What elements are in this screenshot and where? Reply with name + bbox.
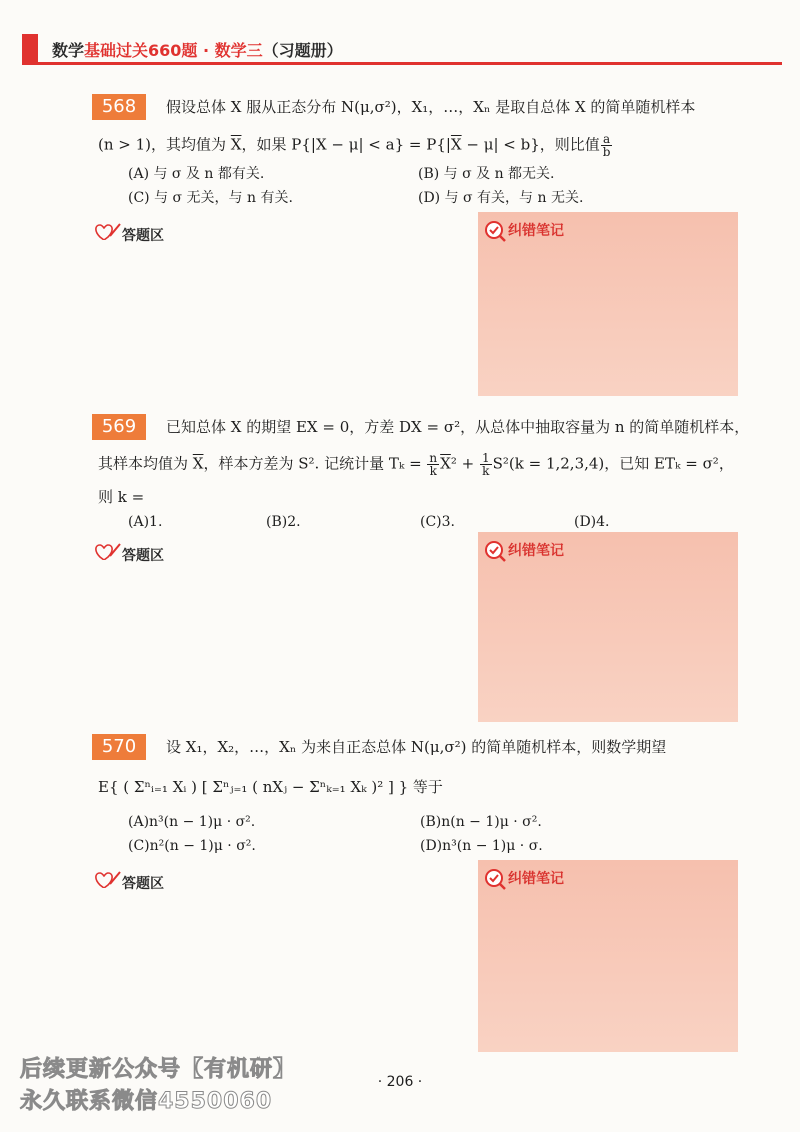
heart-pen-icon bbox=[94, 222, 122, 240]
question-569-line1: 已知总体 X 的期望 EX = 0，方差 DX = σ²，从总体中抽取容量为 n 的简单随机样本， bbox=[166, 418, 750, 436]
answer-area-568: 答题区 bbox=[94, 222, 164, 245]
page-header bbox=[22, 34, 782, 64]
fraction-a-over-b: $\frac{a}{b}$ bbox=[602, 132, 611, 159]
question-569-line2: 其样本均值为 $\overline{X}$，样本方差为 S². 记统计量 Tₖ = $\frac{n}{k}$ $\overline{X}^2$ + $\frac{1}{k}$ S²(k = 1,2,3,4)，已知 ETₖ = σ²， bbox=[98, 451, 734, 478]
option-569-b: (B)2. bbox=[266, 514, 301, 530]
magnifier-check-icon bbox=[484, 220, 506, 242]
watermark-line1: 后续更新公众号【有机研】 bbox=[20, 1057, 297, 1082]
option-569-d: (D)4. bbox=[574, 514, 610, 530]
question-number-569: 569 bbox=[92, 414, 146, 440]
option-570-a: (A)n³(n − 1)μ · σ². bbox=[128, 814, 256, 830]
page-number: · 206 · bbox=[377, 1074, 423, 1090]
question-570-line1: 设 X₁，X₂，…，Xₙ 为来自正态总体 N(μ,σ²) 的简单随机样本，则数学期望 bbox=[166, 738, 667, 756]
option-568-d: (D) 与 σ 有关，与 n 无关. bbox=[418, 190, 584, 206]
fraction-1-over-k: $\frac{1}{k}$ bbox=[481, 451, 490, 478]
heart-pen-icon bbox=[94, 870, 122, 888]
question-568-line1: 假设总体 X 服从正态分布 N(μ,σ²)，X₁，…，Xₙ 是取自总体 X 的简单随机样本 bbox=[166, 98, 696, 116]
question-570-line2: E{ ( Σⁿᵢ₌₁ Xᵢ ) [ Σⁿⱼ₌₁ ( nXⱼ − Σⁿₖ₌₁ Xₖ )² ] } 等于 bbox=[98, 778, 443, 796]
question-568-line2: (n > 1)，其均值为 $\overline{X}$，如果 $P\{|X - \mu| < a\} = P\{|\overline{X} - \mu| < b\}$，则比值 $\frac{a}{b}$ bbox=[98, 132, 611, 159]
fraction-n-over-k: $\frac{n}{k}$ bbox=[429, 451, 438, 478]
question-number-570: 570 bbox=[92, 734, 146, 760]
watermark-line2: 永久联系微信4550060 bbox=[20, 1089, 273, 1114]
option-570-b: (B)n(n − 1)μ · σ². bbox=[420, 814, 542, 830]
error-notes-box-569 bbox=[478, 532, 738, 722]
option-568-c: (C) 与 σ 无关，与 n 有关. bbox=[128, 190, 293, 206]
error-notes-box-568 bbox=[478, 212, 738, 396]
option-570-d: (D)n³(n − 1)μ · σ. bbox=[420, 838, 543, 854]
magnifier-check-icon bbox=[484, 868, 506, 890]
answer-area-570: 答题区 bbox=[94, 870, 164, 893]
header-red-bar bbox=[22, 34, 38, 64]
error-notes-box-570 bbox=[478, 860, 738, 1052]
option-568-a: (A) 与 σ 及 n 都有关. bbox=[128, 166, 265, 182]
error-notes-title: 纠错笔记 bbox=[484, 220, 564, 242]
option-569-c: (C)3. bbox=[420, 514, 455, 530]
heart-pen-icon bbox=[94, 542, 122, 560]
header-rule bbox=[22, 62, 782, 65]
option-569-a: (A)1. bbox=[128, 514, 163, 530]
magnifier-check-icon bbox=[484, 540, 506, 562]
error-notes-title: 纠错笔记 bbox=[484, 868, 564, 890]
option-570-c: (C)n²(n − 1)μ · σ². bbox=[128, 838, 256, 854]
header-title: 数学基础过关660题 · 数学三（习题册） bbox=[52, 41, 343, 60]
option-568-b: (B) 与 σ 及 n 都无关. bbox=[418, 166, 555, 182]
answer-area-569: 答题区 bbox=[94, 542, 164, 565]
question-number-568: 568 bbox=[92, 94, 146, 120]
error-notes-title: 纠错笔记 bbox=[484, 540, 564, 562]
question-569-line3: 则 k = bbox=[98, 488, 145, 506]
